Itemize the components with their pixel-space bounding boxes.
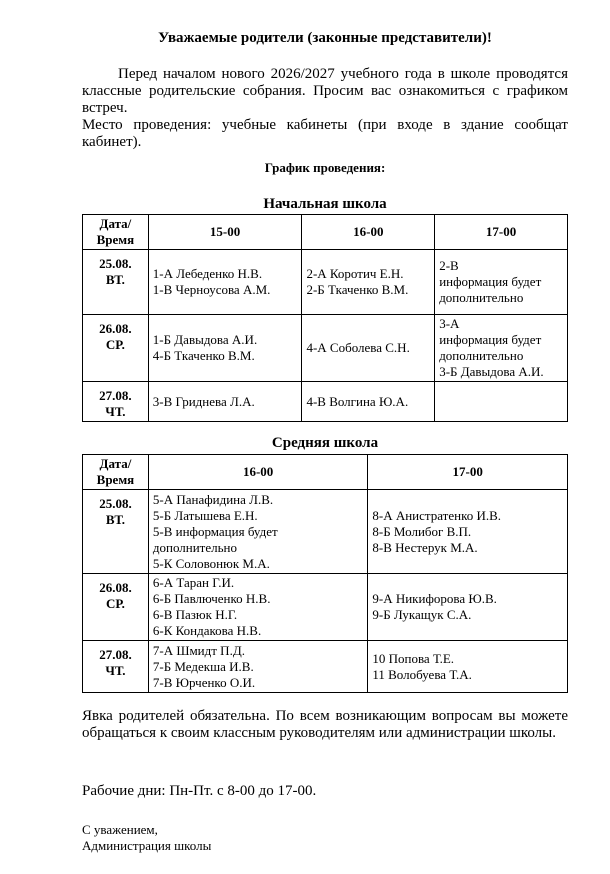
signature-line-1: С уважением, [82,822,158,837]
class-entry: 5-А Панафидина Л.В. [152,491,274,507]
table-row [83,250,568,315]
weekday-label: ЧТ. [105,663,126,678]
date-label: 25.08. [99,256,132,271]
class-entry: 3-В Гриднева Л.А. [152,393,255,409]
header-time-1600: 16-00 [302,215,435,250]
class-entry: 7-В Юрченко О.И. [152,674,256,690]
schedule-cell [435,382,568,422]
class-entry: 10 Попова Т.Е. [372,650,455,666]
schedule-cell [148,250,302,315]
schedule-cell [148,315,302,382]
table-row [83,641,568,693]
schedule-title: График проведения: [264,160,386,175]
class-entry: 3-Б Давыдова А.И. [439,364,544,379]
class-entry: 5-К Соловонюк М.А. [152,555,270,571]
date-label: 26.08. [99,580,132,595]
date-label: 27.08. [99,388,132,403]
working-hours: Рабочие дни: Пн-Пт. с 8-00 до 17-00. [82,783,317,799]
table-header-row [83,215,568,250]
table-row [83,382,568,422]
weekday-label: СР. [105,596,125,611]
date-cell [83,315,149,382]
table-row [83,315,568,382]
class-entry: 1-В Черноусова А.М. [152,282,271,297]
closing-section [82,708,568,742]
weekday-label: ВТ. [105,512,125,527]
page-title: Уважаемые родители (законные представители)! [158,30,492,46]
date-cell [83,641,149,693]
class-entry: информация будет [439,274,542,289]
schedule-cell [435,315,568,382]
class-entry: 8-Б Молибог В.П. [372,523,472,539]
class-entry: 5-В информация будет [152,523,278,539]
schedule-cell [148,382,302,422]
class-entry: 8-В Нестерук М.А. [372,539,478,555]
weekday-label: СР. [105,337,125,352]
schedule-cell [302,315,435,382]
date-cell [83,490,149,574]
secondary-school-title: Средняя школа [271,435,379,451]
class-entry: дополнительно [439,290,524,305]
primary-school-title: Начальная школа [263,196,387,212]
class-entry: 1-Б Давыдова А.И. [152,332,258,347]
intro-paragraph: Перед началом нового 2026/2027 учебного года в школе проводятся классные родительские собрания. Просим вас ознакомиться с графиком встреч. [82,66,568,116]
header-date-time-label: Дата/ Время [96,456,135,487]
class-entry: дополнительно [439,348,524,363]
class-entry: 8-А Анистратенко И.В. [372,507,502,523]
class-entry: 4-В Волгина Ю.А. [306,393,409,409]
schedule-cell [368,490,568,574]
schedule-cell [302,382,435,422]
primary-schedule-table [82,214,568,422]
class-entry: 2-Б Ткаченко В.М. [306,282,409,297]
header-time-1700: 17-00 [368,455,568,490]
class-entry: 2-В [439,258,459,273]
signature-line-2: Администрация школы [82,838,212,853]
class-entry: 3-А [439,316,460,331]
attendance-paragraph: Явка родителей обязательна. По всем возникающим вопросам вы можете обращаться к своим классным руководителям или администрации школы. [82,708,568,741]
table-row [83,574,568,641]
header-date-time [83,215,149,250]
class-entry: информация будет [439,332,542,347]
schedule-cell [148,641,367,693]
class-entry: 6-А Таран Г.И. [152,575,235,590]
header-date-time [83,455,149,490]
date-label: 26.08. [99,321,132,336]
class-entry: 9-Б Лукащук С.А. [372,607,472,622]
signature [82,822,211,854]
schedule-cell [435,250,568,315]
weekday-label: ВТ. [105,272,125,287]
schedule-cell [368,641,568,693]
class-entry: 2-А Коротич Е.Н. [306,266,404,281]
schedule-cell [148,490,367,574]
class-entry: 7-Б Медекша И.В. [152,658,254,674]
header-time-1500: 15-00 [148,215,302,250]
class-entry: 6-В Пазюк Н.Г. [152,607,238,622]
class-entry: 5-Б Латышева Е.Н. [152,507,258,523]
class-entry: 6-К Кондакова Н.В. [152,623,262,638]
date-cell [83,250,149,315]
secondary-schedule-table [82,454,568,693]
location-paragraph: Место проведения: учебные кабинеты (при входе в здание сообщат кабинет). [82,117,568,150]
class-entry: 9-А Никифорова Ю.В. [372,591,497,606]
table-header-row [83,455,568,490]
schedule-cell [148,574,367,641]
schedule-cell [368,574,568,641]
date-cell [83,382,149,422]
date-cell [83,574,149,641]
intro-section [82,66,568,151]
header-date-time-label: Дата/ Время [96,216,135,247]
schedule-cell [302,250,435,315]
class-entry: 7-А Шмидт П.Д. [152,642,245,658]
header-time-1600: 16-00 [148,455,367,490]
date-label: 27.08. [99,647,132,662]
class-entry: дополнительно [152,539,238,555]
header-time-1700: 17-00 [435,215,568,250]
weekday-label: ЧТ. [105,404,126,419]
class-entry: 4-А Соболева С.Н. [306,340,410,355]
class-entry: 6-Б Павлюченко Н.В. [152,591,271,606]
class-entry: 11 Волобуева Т.А. [372,666,472,682]
table-row [83,490,568,574]
class-entry: 1-А Лебеденко Н.В. [152,266,263,281]
class-entry: 4-Б Ткаченко В.М. [152,348,255,363]
date-label: 25.08. [99,496,132,511]
